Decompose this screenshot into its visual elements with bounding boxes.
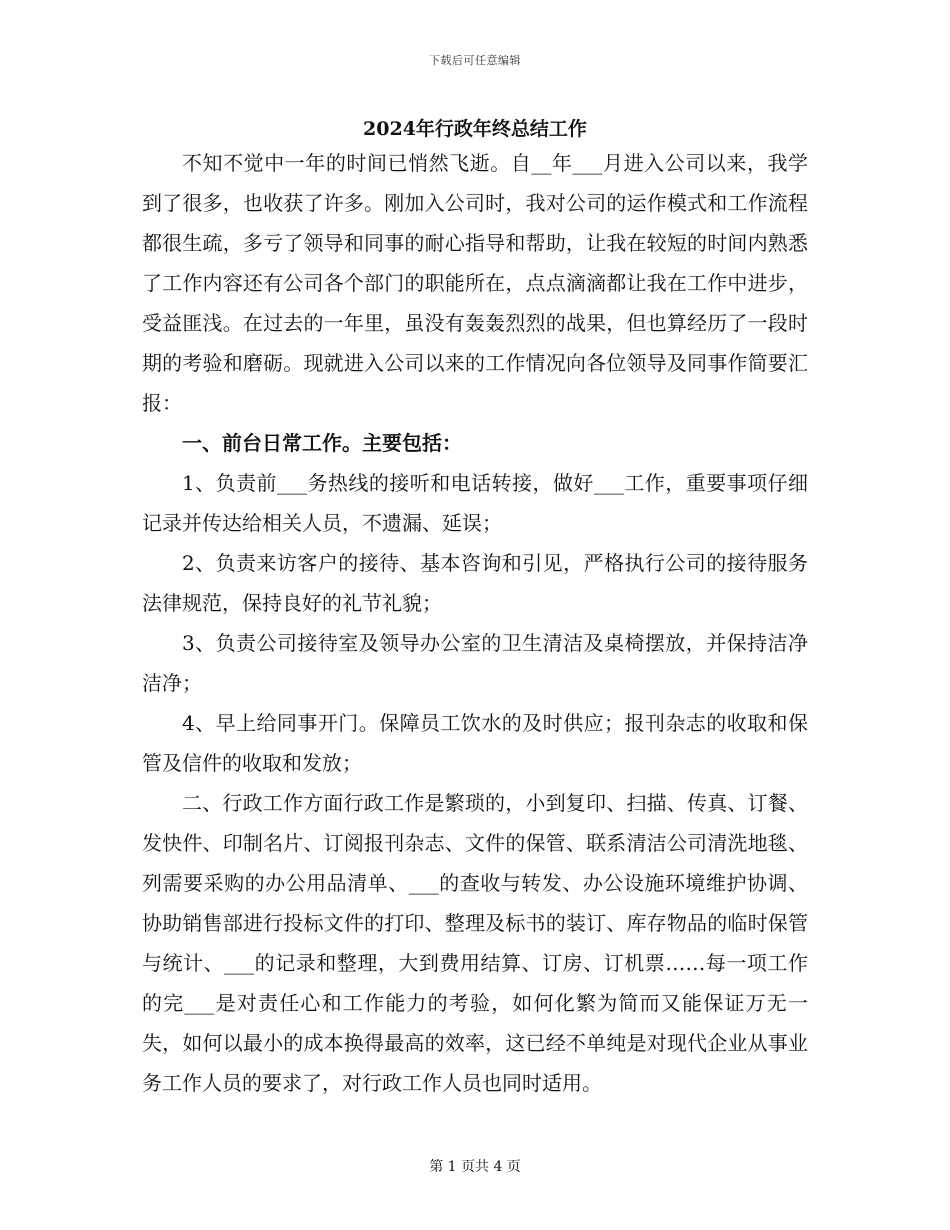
list-item-2: 2、负责来访客户的接待、基本咨询和引见，严格执行公司的接待服务法律规范，保持良好的礼节礼貌； <box>142 551 808 615</box>
section-heading-front-desk: 一、前台日常工作。主要包括： <box>182 431 462 455</box>
document-title: 2024年行政年终总结工作 <box>363 118 587 140</box>
list-item-3: 3、负责公司接待室及领导办公室的卫生清洁及桌椅摆放，并保持洁净洁净； <box>142 631 808 695</box>
list-item-1: 1、负责前___务热线的接听和电话转接，做好___工作，重要事项仔细记录并传达给相关人员，不遗漏、延误； <box>142 471 808 535</box>
list-item-4: 4、早上给同事开门。保障员工饮水的及时供应；报刊杂志的收取和保管及信件的收取和发放； <box>142 711 808 775</box>
page-header-note: 下载后可任意编辑 <box>429 54 521 67</box>
page-number: 第 1 页共 4 页 <box>429 1159 521 1175</box>
document-body <box>142 143 808 1103</box>
intro-paragraph: 不知不觉中一年的时间已悄然飞逝。自__年___月进入公司以来，我学到了很多，也收获了许多。刚加入公司时，我对公司的运作模式和工作流程都很生疏，多亏了领导和同事的耐心指导和帮助，让我在较短的时间内熟悉了工作内容还有公司各个部门的职能所在，点点滴滴都让我在工作中进步，受益匪浅。在过去的一年里，虽没有轰轰烈烈的战果，但也算经历了一段时期的考验和磨砺。现就进入公司以来的工作情况向各位领导及同事作简要汇报： <box>142 151 808 415</box>
section-administrative-work: 二、行政工作方面行政工作是繁琐的，小到复印、扫描、传真、订餐、发快件、印制名片、订阅报刊杂志、文件的保管、联系清洁公司清洗地毯、列需要采购的办公用品清单、___的查收与转发、办公设施环境维护协调、协助销售部进行投标文件的打印、整理及标书的装订、库存物品的临时保管与统计、___的记录和整理，大到费用结算、订房、订机票……每一项工作的完___是对责任心和工作能力的考验，如何化繁为简而又能保证万无一失，如何以最小的成本换得最高的效率，这已经不单纯是对现代企业从事业务工作人员的要求了，对行政工作人员也同时适用。 <box>142 791 808 1095</box>
